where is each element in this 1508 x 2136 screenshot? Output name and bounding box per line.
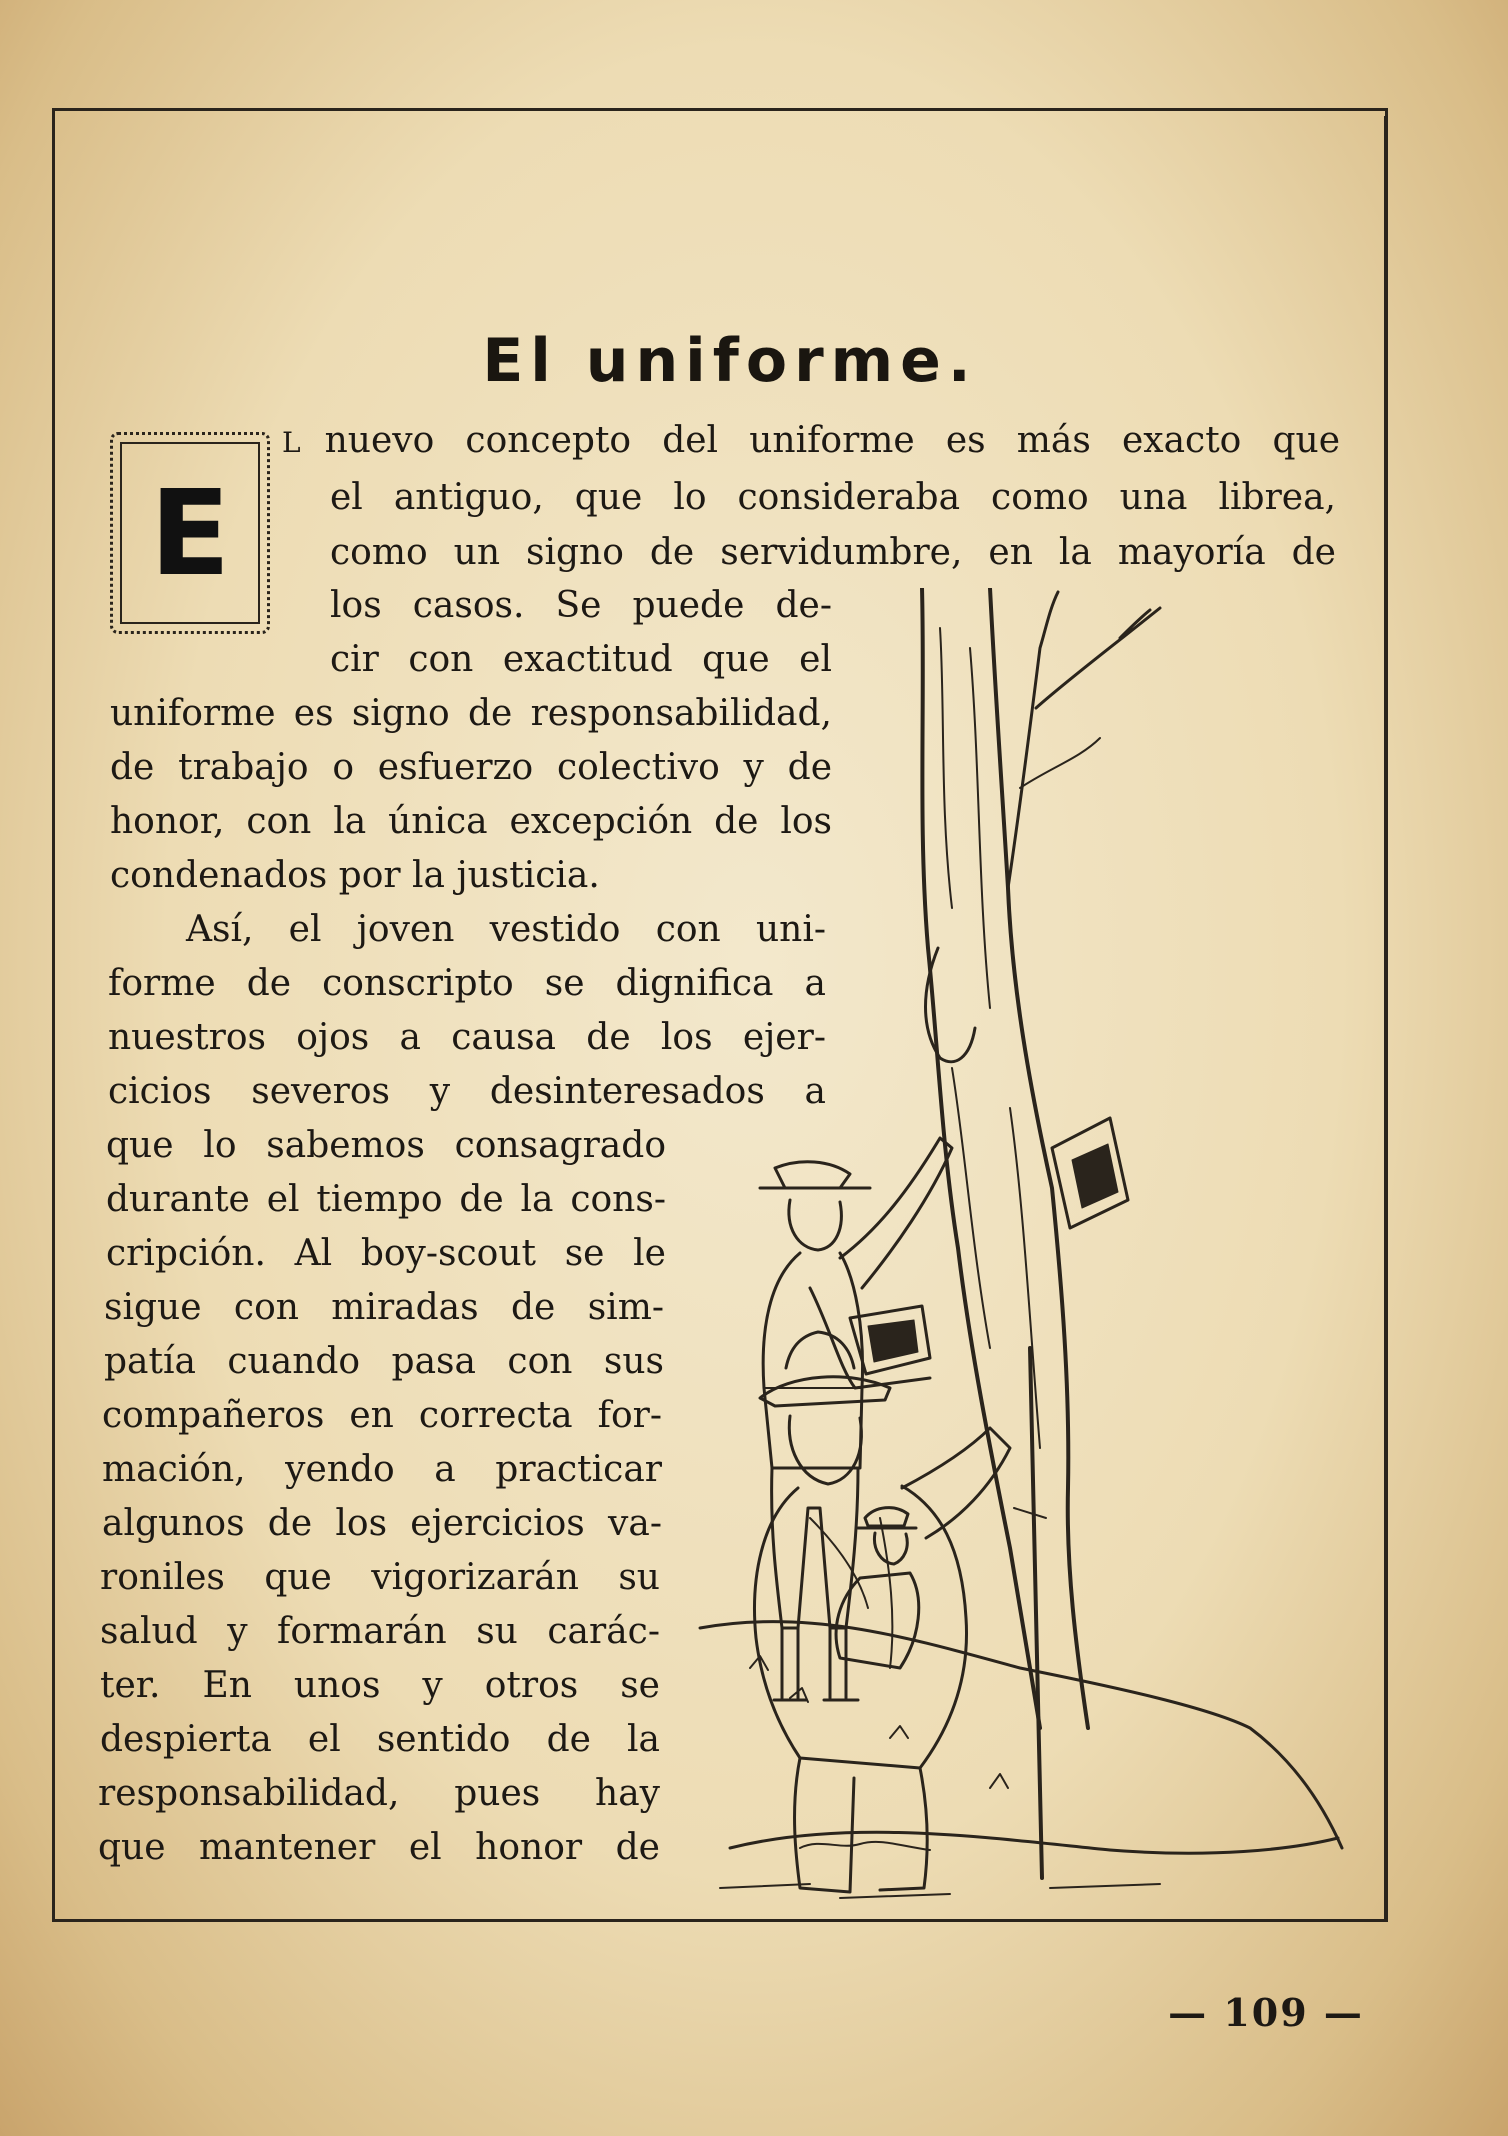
boy-scouts-illustration [690,588,1352,1913]
text-line: cripción. Al boy-scout se le [106,1233,666,1274]
text-line: nuestros ojos a causa de los ejer- [108,1017,826,1058]
text-line: algunos de los ejercicios va- [102,1503,662,1544]
small-cap-letter: L [282,426,301,459]
text-line: compañeros en correcta for- [102,1395,662,1436]
text-line: que mantener el honor de [98,1827,660,1868]
text-line: que lo sabemos consagrado [106,1125,666,1166]
text-line: cicios severos y desinteresados a [108,1071,826,1112]
initial-letter: E [149,464,231,602]
text-line: uniforme es signo de responsabilidad, [110,693,832,734]
text-line: condenados por la justicia. [110,855,600,896]
text-line: de trabajo o esfuerzo colectivo y de [110,747,832,788]
text-line: los casos. Se puede de- [330,585,832,626]
first-text-line [282,420,1340,461]
text-line: cir con exactitud que el [330,639,832,680]
text-line: Así, el joven vestido con uni- [186,909,826,950]
text-line: responsabilidad, pues hay [98,1773,660,1814]
page-title: El uniforme. [482,326,978,397]
text-line: forme de conscripto se dignifica a [108,963,826,1004]
text-line: mación, yendo a practicar [102,1449,662,1490]
decorative-initial [110,432,270,634]
text-line: honor, con la única excepción de los [110,801,832,842]
text-line: el antiguo, que lo consideraba como una librea, [330,477,1336,518]
text-line: ter. En unos y otros se [100,1665,660,1706]
text-line: roniles que vigorizarán su [100,1557,660,1598]
text-line: durante el tiempo de la cons- [106,1179,666,1220]
text-line: nuevo concepto del uniforme es más exacto que [324,420,1340,461]
page-number: — 109 — [1168,1990,1364,2035]
text-line: patía cuando pasa con sus [104,1341,664,1382]
text-line: salud y formarán su carác- [100,1611,660,1652]
text-line: despierta el sentido de la [100,1719,660,1760]
text-line: sigue con miradas de sim- [104,1287,664,1328]
text-line: como un signo de servidumbre, en la mayoría de [330,532,1336,573]
